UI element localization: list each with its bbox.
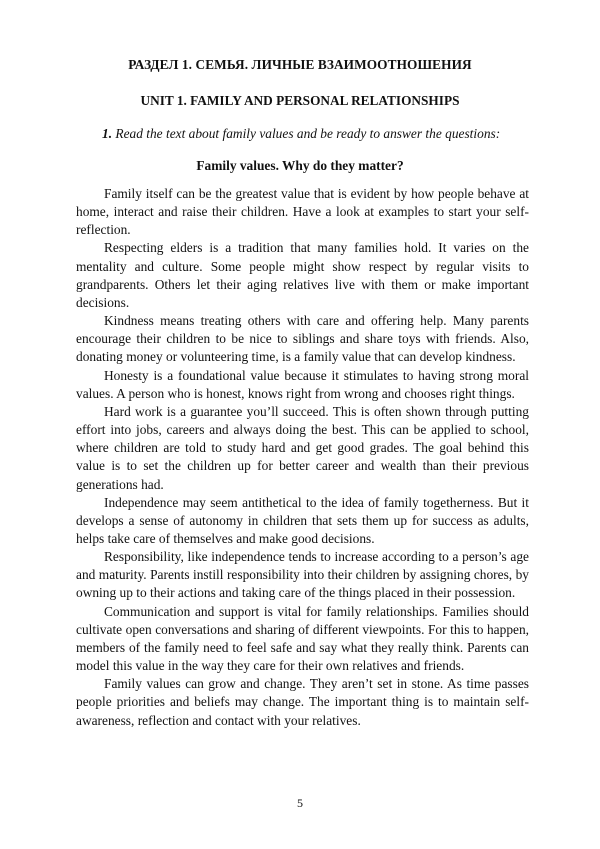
section-title: РАЗДЕЛ 1. СЕМЬЯ. ЛИЧНЫЕ ВЗАИМООТНОШЕНИЯ (128, 57, 472, 72)
paragraph-communication: Communication and support is vital for family relationships. Families should cultivate open conversations and sharing of different viewpoints. For this to happen, members of the family need to feel safe and say what they really think. Parents can model this value in the way they care for their own relatives and friends. (76, 603, 529, 674)
paragraph-respecting-elders: Respecting elders is a tradition that many families hold. It varies on the mentality and culture. Some people might show respect by regular visits to grandparents. Others let their aging relatives live with them or make important decisions. (76, 240, 529, 310)
article-title: Family values. Why do they matter? (196, 158, 404, 173)
article-body (76, 185, 529, 730)
task-text: Read the text about family values and be ready to answer the questions: (115, 126, 501, 141)
paragraph-honesty: Honesty is a foundational value because it stimulates to having strong moral values. A person who is honest, knows right from wrong and chooses right things. (76, 367, 529, 401)
paragraph-responsibility: Responsibility, like independence tends to increase according to a person’s age and maturity. Parents instill responsibility into their children by assigning chores, by owning up to their actions and taking care of the things placed in their possession. (76, 549, 529, 601)
page-number: 5 (297, 796, 303, 810)
paragraph-family-value: Family itself can be the greatest value that is evident by how people behave at home, interact and raise their children. Have a look at examples to start your self-reflection. (76, 186, 529, 238)
paragraph-independence: Independence may seem antithetical to the idea of family togetherness. But it develops a sense of autonomy in children that sets them up for success as adults, helps take care of themselves and make good decisions. (76, 494, 529, 546)
paragraph-kindness: Kindness means treating others with care and offering help. Many parents encourage their children to be nice to siblings and share toys with friends. Also, donating money or volunteering time, is a family value that can develop kindness. (76, 313, 529, 365)
task-instruction (0, 126, 600, 142)
paragraph-values-change: Family values can grow and change. They aren’t set in stone. As time passes people priorities and beliefs may change. The important thing is to maintain self-awareness, reflection and contact with your relatives. (76, 676, 529, 728)
paragraph-hard-work: Hard work is a guarantee you’ll succeed. This is often shown through putting effort into jobs, careers and always doing the best. This can be applied to school, where children are told to study hard and get good grades. The goal behind this value is to set the children up for better career and wealth than their previous generations had. (76, 403, 529, 492)
unit-title: UNIT 1. FAMILY AND PERSONAL RELATIONSHIPS (140, 93, 460, 108)
task-number: 1. (102, 126, 113, 141)
